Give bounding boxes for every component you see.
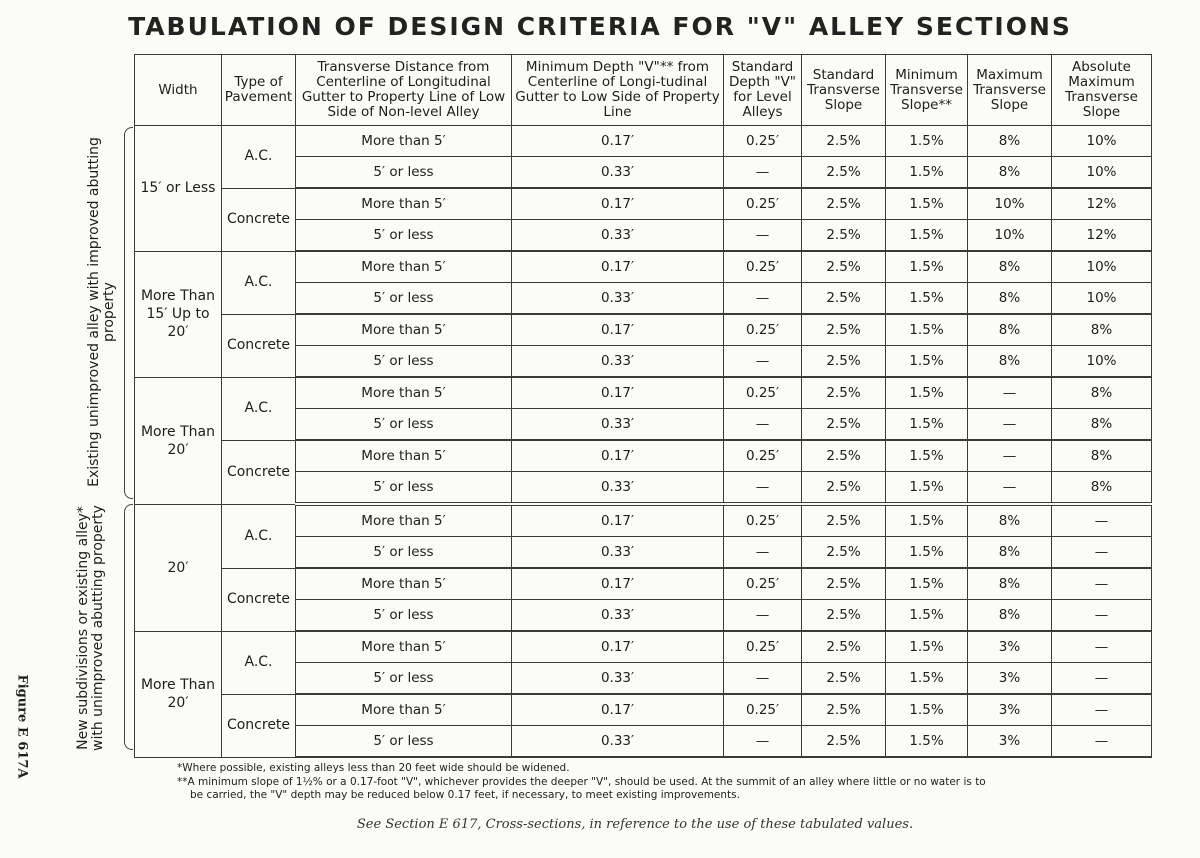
page-title: TABULATION OF DESIGN CRITERIA FOR "V" ALLEY SECTIONS [128,12,1072,41]
std-slope-cell: 2.5% [802,726,886,758]
pavement-type-cell: Concrete [222,188,296,251]
std-slope-cell: 2.5% [802,631,886,663]
min-slope-cell: 1.5% [886,726,968,758]
table-body [135,126,1152,758]
col-header-transverse-distance: Transverse Distance from Centerline of Longitudinal Gutter to Property Line of Low Side of Non-level Alley [296,55,512,126]
abs-max-slope-cell: 10% [1052,251,1152,283]
std-slope-cell: 2.5% [802,188,886,220]
transverse-distance-cell: More than 5′ [296,694,512,726]
min-depth-cell: 0.17′ [512,314,724,346]
std-depth-cell: — [724,726,802,758]
min-slope-cell: 1.5% [886,188,968,220]
max-slope-cell: 8% [968,346,1052,378]
std-depth-cell: 0.25′ [724,251,802,283]
transverse-distance-cell: More than 5′ [296,314,512,346]
table-row [135,504,1152,537]
std-depth-cell: 0.25′ [724,440,802,472]
transverse-distance-cell: 5′ or less [296,157,512,189]
min-slope-cell: 1.5% [886,346,968,378]
figure-label: Figure E 617A [14,674,30,779]
min-slope-cell: 1.5% [886,440,968,472]
std-slope-cell: 2.5% [802,126,886,157]
table-row [135,188,1152,220]
std-depth-cell: — [724,346,802,378]
min-depth-cell: 0.17′ [512,504,724,537]
min-slope-cell: 1.5% [886,251,968,283]
abs-max-slope-cell: 10% [1052,126,1152,157]
min-depth-cell: 0.17′ [512,568,724,600]
transverse-distance-cell: 5′ or less [296,600,512,632]
min-slope-cell: 1.5% [886,377,968,409]
table-row [135,251,1152,283]
pavement-type-cell: A.C. [222,126,296,189]
footnote-2: **A minimum slope of 1½% or a 0.17-foot "V", whichever provides the deeper "V", should be used. At the summit of an alley where little or no water is to [177,776,986,788]
col-header-abs-max-slope: Absolute Maximum Transverse Slope [1052,55,1152,126]
transverse-distance-cell: 5′ or less [296,409,512,441]
table-row [135,377,1152,409]
max-slope-cell: 3% [968,663,1052,695]
std-slope-cell: 2.5% [802,504,886,537]
std-depth-cell: 0.25′ [724,377,802,409]
max-slope-cell: 8% [968,600,1052,632]
abs-max-slope-cell: — [1052,694,1152,726]
std-slope-cell: 2.5% [802,220,886,252]
max-slope-cell: — [968,440,1052,472]
max-slope-cell: 8% [968,251,1052,283]
transverse-distance-cell: 5′ or less [296,472,512,505]
min-slope-cell: 1.5% [886,504,968,537]
std-slope-cell: 2.5% [802,537,886,569]
min-slope-cell: 1.5% [886,663,968,695]
col-header-max-slope: Maximum Transverse Slope [968,55,1052,126]
abs-max-slope-cell: 8% [1052,377,1152,409]
pavement-type-cell: A.C. [222,631,296,694]
max-slope-cell: 8% [968,568,1052,600]
table-row [135,314,1152,346]
pavement-type-cell: A.C. [222,377,296,440]
std-depth-cell: — [724,472,802,505]
abs-max-slope-cell: 12% [1052,220,1152,252]
max-slope-cell: 3% [968,631,1052,663]
std-depth-cell: 0.25′ [724,568,802,600]
min-slope-cell: 1.5% [886,537,968,569]
table-row [135,440,1152,472]
std-slope-cell: 2.5% [802,600,886,632]
abs-max-slope-cell: — [1052,600,1152,632]
max-slope-cell: 8% [968,126,1052,157]
table-row [135,694,1152,726]
min-slope-cell: 1.5% [886,472,968,505]
std-slope-cell: 2.5% [802,283,886,315]
abs-max-slope-cell: 10% [1052,346,1152,378]
std-depth-cell: 0.25′ [724,504,802,537]
min-slope-cell: 1.5% [886,568,968,600]
transverse-distance-cell: 5′ or less [296,283,512,315]
abs-max-slope-cell: — [1052,568,1152,600]
min-depth-cell: 0.17′ [512,440,724,472]
std-depth-cell: 0.25′ [724,126,802,157]
std-slope-cell: 2.5% [802,472,886,505]
std-depth-cell: — [724,663,802,695]
std-slope-cell: 2.5% [802,409,886,441]
abs-max-slope-cell: — [1052,631,1152,663]
header-row [135,55,1152,126]
max-slope-cell: 8% [968,537,1052,569]
transverse-distance-cell: 5′ or less [296,346,512,378]
min-depth-cell: 0.33′ [512,663,724,695]
std-depth-cell: 0.25′ [724,631,802,663]
abs-max-slope-cell: 8% [1052,409,1152,441]
max-slope-cell: 10% [968,188,1052,220]
pavement-type-cell: A.C. [222,504,296,568]
max-slope-cell: 8% [968,504,1052,537]
section-label-existing: Existing unimproved alley with improved abutting property [86,137,117,487]
max-slope-cell: — [968,472,1052,505]
transverse-distance-cell: 5′ or less [296,663,512,695]
min-slope-cell: 1.5% [886,314,968,346]
table-row [135,631,1152,663]
section-brace-new [124,504,133,750]
min-depth-cell: 0.17′ [512,251,724,283]
abs-max-slope-cell: — [1052,726,1152,758]
pavement-type-cell: Concrete [222,694,296,757]
max-slope-cell: — [968,377,1052,409]
abs-max-slope-cell: — [1052,663,1152,695]
max-slope-cell: 3% [968,694,1052,726]
min-slope-cell: 1.5% [886,220,968,252]
col-header-std-depth: Standard Depth "V" for Level Alleys [724,55,802,126]
transverse-distance-cell: 5′ or less [296,726,512,758]
min-slope-cell: 1.5% [886,126,968,157]
min-depth-cell: 0.17′ [512,126,724,157]
design-criteria-table [134,54,1152,758]
std-depth-cell: 0.25′ [724,314,802,346]
transverse-distance-cell: 5′ or less [296,537,512,569]
width-cell: More Than 20′ [135,377,222,504]
std-slope-cell: 2.5% [802,377,886,409]
col-header-type: Type of Pavement [222,55,296,126]
abs-max-slope-cell: — [1052,537,1152,569]
abs-max-slope-cell: 10% [1052,157,1152,189]
col-header-min-depth: Minimum Depth "V"** from Centerline of Longi-tudinal Gutter to Low Side of Property Line [512,55,724,126]
transverse-distance-cell: More than 5′ [296,440,512,472]
min-depth-cell: 0.33′ [512,726,724,758]
min-slope-cell: 1.5% [886,694,968,726]
max-slope-cell: 10% [968,220,1052,252]
table-row [135,568,1152,600]
footnote-1: *Where possible, existing alleys less than 20 feet wide should be widened. [177,762,570,774]
std-slope-cell: 2.5% [802,663,886,695]
min-depth-cell: 0.33′ [512,409,724,441]
pavement-type-cell: Concrete [222,440,296,504]
std-depth-cell: 0.25′ [724,188,802,220]
max-slope-cell: 8% [968,314,1052,346]
std-depth-cell: — [724,409,802,441]
std-slope-cell: 2.5% [802,694,886,726]
std-slope-cell: 2.5% [802,568,886,600]
std-depth-cell: — [724,220,802,252]
std-slope-cell: 2.5% [802,440,886,472]
std-slope-cell: 2.5% [802,251,886,283]
section-brace-existing [124,127,133,499]
max-slope-cell: 8% [968,283,1052,315]
min-depth-cell: 0.17′ [512,188,724,220]
reference-note: See Section E 617, Cross-sections, in reference to the use of these tabulated values. [356,817,914,832]
min-depth-cell: 0.17′ [512,631,724,663]
width-cell: 20′ [135,504,222,631]
min-slope-cell: 1.5% [886,157,968,189]
abs-max-slope-cell: 8% [1052,440,1152,472]
std-depth-cell: — [724,283,802,315]
transverse-distance-cell: More than 5′ [296,631,512,663]
col-header-min-slope: Minimum Transverse Slope** [886,55,968,126]
min-slope-cell: 1.5% [886,600,968,632]
std-depth-cell: 0.25′ [724,694,802,726]
col-header-std-slope: Standard Transverse Slope [802,55,886,126]
transverse-distance-cell: More than 5′ [296,126,512,157]
max-slope-cell: 3% [968,726,1052,758]
std-depth-cell: — [724,600,802,632]
std-slope-cell: 2.5% [802,157,886,189]
col-header-width: Width [135,55,222,126]
std-slope-cell: 2.5% [802,314,886,346]
pavement-type-cell: Concrete [222,568,296,631]
abs-max-slope-cell: 10% [1052,283,1152,315]
pavement-type-cell: Concrete [222,314,296,377]
max-slope-cell: 8% [968,157,1052,189]
footnote-2-cont: be carried, the "V" depth may be reduced below 0.17 feet, if necessary, to meet existing improvements. [190,789,740,801]
table-row [135,126,1152,157]
section-label-new: New subdivisions or existing alley* with unimproved abutting property [75,505,106,751]
min-depth-cell: 0.33′ [512,157,724,189]
abs-max-slope-cell: 8% [1052,314,1152,346]
min-depth-cell: 0.33′ [512,537,724,569]
std-depth-cell: — [724,157,802,189]
width-cell: More Than 20′ [135,631,222,757]
min-depth-cell: 0.33′ [512,283,724,315]
min-depth-cell: 0.33′ [512,220,724,252]
min-slope-cell: 1.5% [886,409,968,441]
abs-max-slope-cell: 8% [1052,472,1152,505]
min-depth-cell: 0.33′ [512,346,724,378]
transverse-distance-cell: 5′ or less [296,220,512,252]
min-depth-cell: 0.33′ [512,472,724,505]
transverse-distance-cell: More than 5′ [296,377,512,409]
std-depth-cell: — [724,537,802,569]
min-depth-cell: 0.33′ [512,600,724,632]
min-depth-cell: 0.17′ [512,377,724,409]
width-cell: More Than 15′ Up to 20′ [135,251,222,377]
std-slope-cell: 2.5% [802,346,886,378]
abs-max-slope-cell: — [1052,504,1152,537]
abs-max-slope-cell: 12% [1052,188,1152,220]
min-depth-cell: 0.17′ [512,694,724,726]
transverse-distance-cell: More than 5′ [296,568,512,600]
transverse-distance-cell: More than 5′ [296,504,512,537]
width-cell: 15′ or Less [135,126,222,252]
transverse-distance-cell: More than 5′ [296,188,512,220]
min-slope-cell: 1.5% [886,283,968,315]
pavement-type-cell: A.C. [222,251,296,314]
min-slope-cell: 1.5% [886,631,968,663]
max-slope-cell: — [968,409,1052,441]
transverse-distance-cell: More than 5′ [296,251,512,283]
